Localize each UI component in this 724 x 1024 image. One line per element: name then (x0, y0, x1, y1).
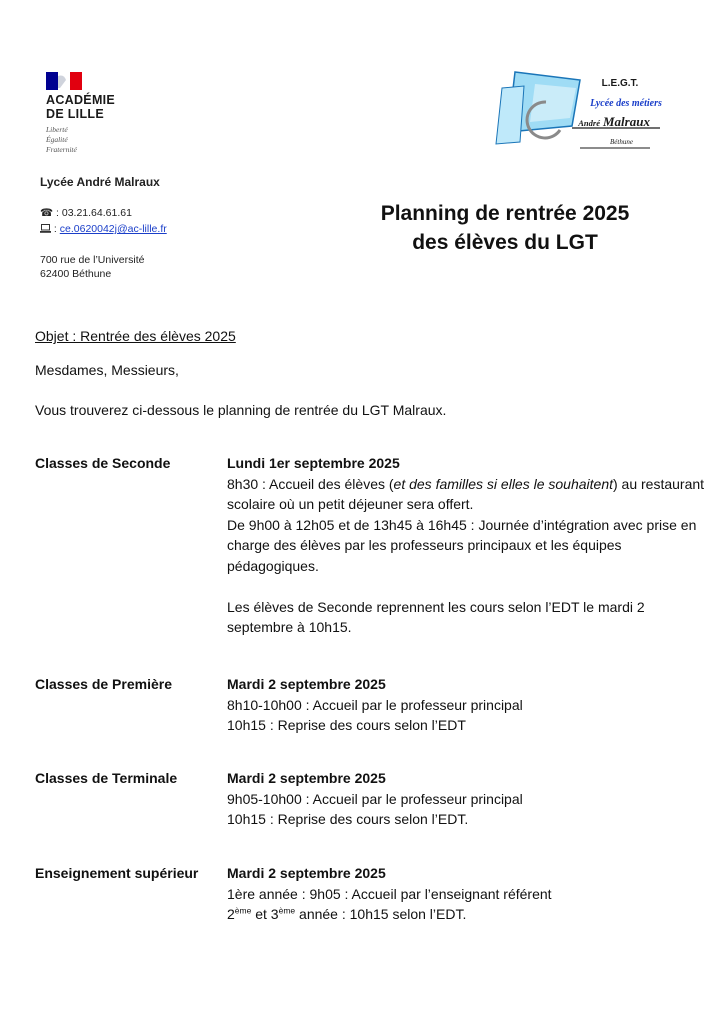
section-date-premiere: Mardi 2 septembre 2025 (227, 676, 386, 692)
phone-line (40, 206, 132, 220)
seconde-line1: 8h30 : Accueil des élèves (et des familles si elles le souhaitent) au restaurant scolaire où un petit déjeuner sera offert. (227, 475, 705, 512)
motto-fraternite: Fraternité (46, 145, 77, 154)
section-label-seconde: Classes de Seconde (35, 455, 171, 471)
seconde-line3: Les élèves de Seconde reprennent les cours selon l’EDT le mardi 2 septembre à 10h15. (227, 598, 645, 635)
section-content-terminale (227, 768, 707, 830)
page-title-line1: Planning de rentrée 2025 (380, 202, 630, 225)
address-line1: 700 rue de l’Université (40, 254, 145, 266)
logo-andre-text: André (578, 118, 600, 128)
section-date-terminale: Mardi 2 septembre 2025 (227, 770, 386, 786)
superieur-line1: 1ère année : 9h05 : Accueil par l’enseignant référent (227, 885, 552, 902)
premiere-line1: 8h10-10h00 : Accueil par le professeur principal (227, 696, 523, 713)
motto-egalite: Égalité (46, 135, 68, 144)
email-line (40, 222, 167, 236)
terminale-line2: 10h15 : Reprise des cours selon l’EDT. (227, 811, 469, 827)
section-date-seconde: Lundi 1er septembre 2025 (227, 455, 400, 471)
letter-greeting: Mesdames, Messieurs, (35, 362, 179, 378)
section-content-seconde (227, 453, 707, 638)
email-prefix: : (53, 223, 57, 235)
logo-malraux-text: Malraux (603, 114, 650, 129)
legt-malraux-logo (480, 68, 680, 158)
section-label-premiere: Classes de Première (35, 676, 172, 692)
school-name: Lycée André Malraux (40, 175, 160, 189)
computer-icon (40, 224, 51, 233)
terminale-line1: 9h05-10h00 : Accueil par le professeur principal (227, 790, 523, 807)
section-date-superieur: Mardi 2 septembre 2025 (227, 865, 386, 881)
academie-line2: DE LILLE (46, 107, 104, 121)
motto-liberte: Liberté (46, 125, 68, 134)
section-label-terminale: Classes de Terminale (35, 770, 178, 786)
premiere-line2: 10h15 : Reprise des cours selon l’EDT (227, 717, 466, 733)
address-line2: 62400 Béthune (40, 268, 112, 280)
section-content-premiere (227, 674, 707, 736)
academie-line1: ACADÉMIE (46, 93, 116, 107)
logo-lycee-metiers-text: Lycée des métiers (590, 98, 662, 109)
phone-icon: ☎ (40, 207, 54, 219)
phone-number: : 03.21.64.61.61 (56, 207, 132, 219)
letter-intro: Vous trouverez ci-dessous le planning de rentrée du LGT Malraux. (35, 402, 447, 418)
section-label-superieur: Enseignement supérieur (35, 865, 199, 881)
letter-object: Objet : Rentrée des élèves 2025 (35, 328, 236, 344)
marianne-flag-logo (46, 72, 82, 90)
superieur-line2: 2ème et 3ème année : 10h15 selon l’EDT. (227, 905, 467, 922)
seconde-line2: De 9h00 à 12h05 et de 13h45 à 16h45 : Journée d’intégration avec prise en charge des élèves par les professeurs principaux et les équipes pédagogiques. (227, 516, 697, 574)
section-content-superieur (227, 863, 707, 925)
page-title-line2: des élèves du LGT (412, 231, 598, 254)
logo-legt-text: L.E.G.T. (601, 78, 639, 89)
email-link[interactable]: ce.0620042j@ac-lille.fr (59, 223, 167, 235)
logo-bethune-text: Béthune (610, 138, 633, 146)
